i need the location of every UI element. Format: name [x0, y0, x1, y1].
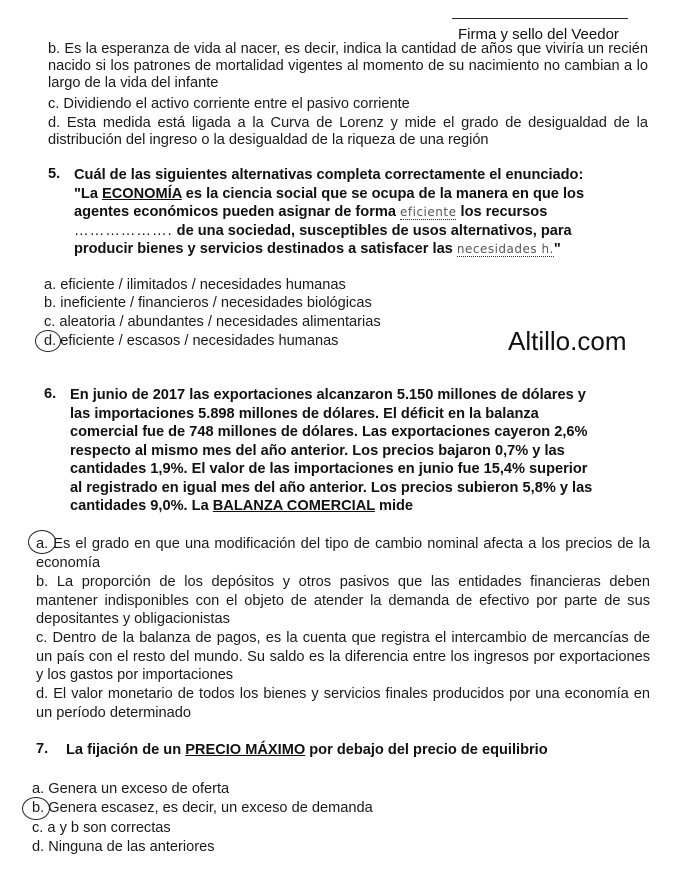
q5-line-5 [74, 240, 650, 259]
q7-keyword: PRECIO MÁXIMO [185, 742, 306, 758]
q6-line-7 [70, 497, 650, 516]
q5-option-b: b. ineficiente / financieros / necesidades biológicas [44, 295, 372, 311]
q5-line-1: Cuál de las siguientes alternativas completa correctamente el enunciado: [74, 167, 584, 183]
q6-option-a: a. Es el grado en que una modificación del tipo de cambio nominal afecta a los precios de la economía [36, 536, 650, 571]
q5-line-2 [74, 185, 650, 204]
q7-option-b: b. Genera escasez, es decir, un exceso de demanda [32, 800, 373, 816]
q6-option-c: c. Dentro de la balanza de pagos, es la cuenta que registra el intercambio de mercancías de un país con el resto del mundo. Su saldo es la diferencia entre los ingresos por exportaciones y los gastos por importaciones [36, 630, 650, 683]
q7-text-start: La fijación de un [66, 742, 186, 758]
question-number-6: 6. [44, 386, 57, 402]
q5-option-a: a. eficiente / ilimitados / necesidades humanas [44, 277, 346, 293]
prev-option-d: d. Esta medida está ligada a la Curva de Lorenz y mide el grado de desigualdad de la distribución del ingreso o la desigualdad de la riqueza de una región [48, 115, 648, 148]
q6-option-b: b. La proporción de los depósitos y otros pasivos que las entidades financieras deben mantener indisponibles con el objeto de atender la demanda de efectivo por parte de sus depositantes y obligacionistas [36, 574, 650, 627]
q6-line-6: al registrado en igual mes del año anterior. Los precios subieron 5,8% y las [70, 479, 593, 496]
answer-circle-q7 [22, 797, 50, 820]
prev-option-b: b. Es la esperanza de vida al nacer, es decir, indica la cantidad de años que viviría un recién nacido si los patrones de mortalidad vigentes al momento de su nacimiento no cambian a lo largo de la vida del infante [48, 41, 648, 91]
question-7-text [66, 741, 646, 760]
q6-line-7-end: mide [374, 498, 414, 514]
question-number-7: 7. [36, 741, 49, 757]
handwritten-answer-1: eficiente [400, 205, 457, 219]
q5-option-d: d. eficiente / escasos / necesidades humanas [44, 333, 339, 349]
question-6-text [70, 386, 650, 516]
q7-text-end: por debajo del precio de equilibrio [305, 742, 548, 758]
q7-option-c: c. a y b son correctas [32, 820, 171, 836]
q5-line-3-start: agentes económicos pueden asignar de forma [74, 204, 401, 220]
q6-line-4: respecto al mismo mes del año anterior. Los precios bajaron 0,7% y las [70, 442, 565, 459]
question-5-text [74, 166, 650, 259]
answer-circle-q5 [35, 330, 61, 352]
q5-line-4-end: de una sociedad, susceptibles de usos alternativos, para [172, 222, 572, 239]
q5-line-2-end: es la ciencia social que se ocupa de la manera en que los [181, 185, 585, 202]
signature-line [452, 18, 628, 19]
prev-option-c: c. Dividiendo el activo corriente entre el pasivo corriente [48, 96, 410, 112]
q5-line-5-start: producir bienes y servicios destinados a satisfacer las [74, 241, 457, 257]
q6-option-d: d. El valor monetario de todos los bienes y servicios finales producidos por una economía en un período determinado [36, 686, 650, 721]
q5-line-4 [74, 222, 650, 241]
handwritten-answer-2: necesidades h. [456, 242, 554, 256]
q6-line-5: cantidades 1,9%. El valor de las importaciones en junio fue 15,4% superior [70, 461, 588, 477]
blank-dots: ………………. [74, 222, 173, 239]
q5-line-3 [74, 203, 650, 222]
q5-keyword: ECONOMÍA [102, 185, 182, 202]
q5-line-5-end: " [553, 241, 561, 257]
q6-line-1: En junio de 2017 las exportaciones alcanzaron 5.150 millones de dólares y [70, 387, 586, 403]
q6-line-2: las importaciones 5.898 millones de dólares. El déficit en la balanza [70, 405, 539, 422]
q5-line-3-end: los recursos [456, 204, 548, 220]
q5-line-2-start: "La [74, 185, 103, 202]
q6-keyword: BALANZA COMERCIAL [212, 498, 375, 514]
q6-line-7-start: cantidades 9,0%. La [70, 498, 213, 514]
q5-option-c: c. aleatoria / abundantes / necesidades alimentarias [44, 314, 381, 330]
question-number-5: 5. [48, 166, 61, 182]
q6-line-3: comercial fue de 748 millones de dólares. Las exportaciones cayeron 2,6% [70, 424, 588, 440]
watermark-logo: Altillo.com [508, 326, 627, 356]
q7-option-a: a. Genera un exceso de oferta [32, 781, 230, 797]
q7-option-d: d. Ninguna de las anteriores [32, 839, 215, 855]
signature-label: Firma y sello del Veedor [458, 26, 619, 43]
